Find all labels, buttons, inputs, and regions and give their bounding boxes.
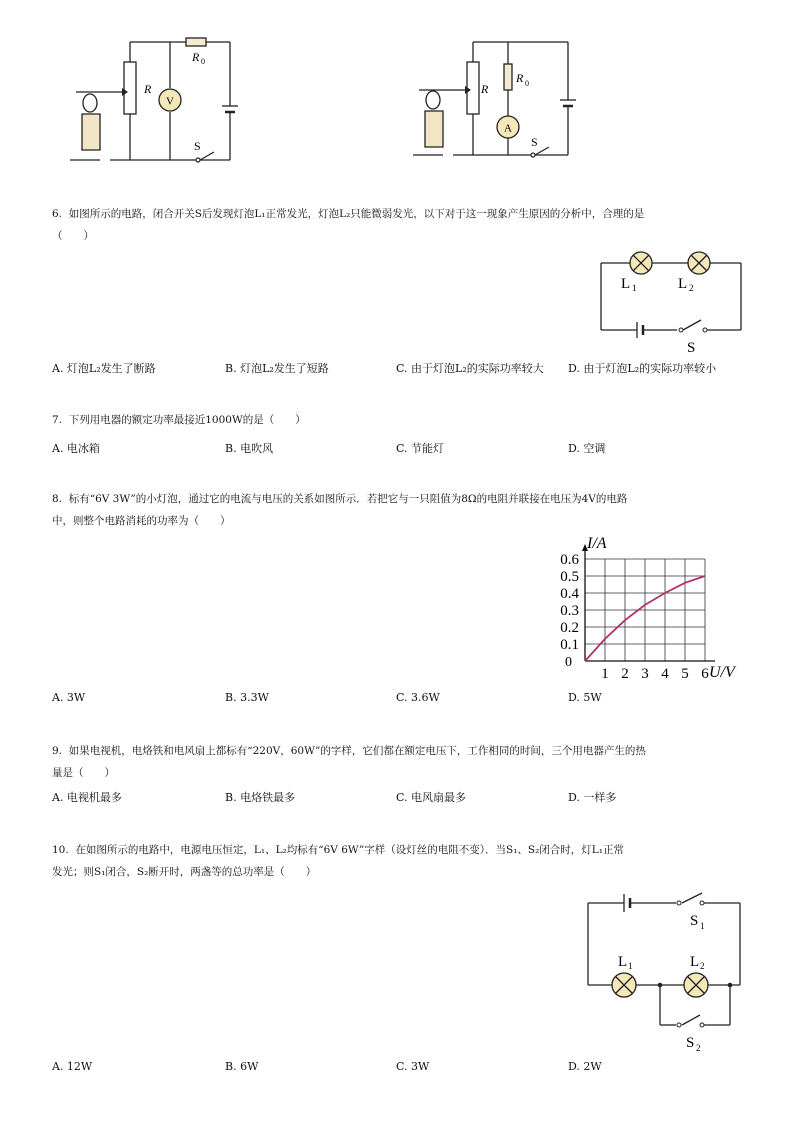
question-9-stem: [52, 740, 742, 784]
q8-option-d[interactable]: D. 5W: [568, 691, 602, 704]
r0-label: R: [192, 50, 200, 64]
x-tick-label: 1: [601, 666, 609, 682]
iv-chart: [545, 530, 745, 685]
q6-option-d[interactable]: D. 由于灯泡L₂的实际功率较小: [568, 362, 717, 375]
q6-option-a[interactable]: A. 灯泡L₂发生了断路: [52, 362, 156, 375]
r0-sub: 0: [525, 79, 529, 88]
question-10-circuit-figure: [580, 885, 750, 1055]
switch-s2-label: S: [686, 1035, 695, 1051]
q8-option-c[interactable]: C. 3.6W: [396, 691, 440, 704]
question-number: 10.: [52, 844, 69, 856]
q10-option-c[interactable]: C. 3W: [396, 1060, 430, 1073]
lamp-l2-label: L: [690, 954, 700, 970]
question-6-stem: [52, 203, 742, 247]
lamp-l2-sub: 2: [689, 283, 694, 293]
ammeter-label: A: [504, 122, 512, 135]
x-tick-label: 2: [621, 666, 629, 682]
stem-line: 标有“6V 3W”的小灯泡，通过它的电流与电压的关系如图所示．若把它与一只阻值为8Ω的电阻并联接在电压为4V的电路: [68, 493, 628, 505]
voltmeter-label: V: [166, 95, 174, 108]
r0-label: R: [516, 71, 524, 85]
lamp-l1-sub: 1: [632, 283, 637, 293]
q10-option-a[interactable]: A. 12W: [52, 1060, 93, 1073]
y-tick-label: 0.5: [560, 569, 579, 585]
q7-option-b[interactable]: B. 电吹风: [225, 442, 274, 455]
y-axis-label: I/A: [587, 535, 607, 552]
q7-option-d[interactable]: D. 空调: [568, 442, 606, 455]
y-tick-label: 0.1: [560, 637, 579, 653]
question-6-circuit-figure: [595, 248, 747, 358]
x-tick-label: 6: [701, 666, 709, 682]
q6-option-c[interactable]: C. 由于灯泡L₂的实际功率较大: [396, 362, 544, 375]
stem-line: 发光；则S₁闭合，S₂断开时，两盏等的总功率是（ ）: [52, 866, 317, 878]
question-number: 7.: [52, 414, 63, 426]
lamp-l1-label: L: [618, 954, 628, 970]
x-tick-label: 5: [681, 666, 689, 682]
switch-s1-sub: 1: [700, 921, 705, 931]
q10-option-d[interactable]: D. 2W: [568, 1060, 602, 1073]
origin-label: 0: [565, 655, 572, 670]
q9-option-d[interactable]: D. 一样多: [568, 791, 617, 804]
q9-option-c[interactable]: C. 电风扇最多: [396, 791, 467, 804]
question-number: 8.: [52, 493, 63, 505]
stem-line: 中，则整个电路消耗的功率为（ ）: [52, 515, 231, 527]
question-7-stem: [52, 409, 742, 431]
y-tick-label: 0.4: [560, 586, 579, 602]
stem-line: 下列用电器的额定功率最接近1000W的是（ ）: [68, 414, 306, 426]
rheostat-label: R: [144, 82, 152, 96]
lamp-l1-label: L: [621, 276, 631, 292]
y-tick-label: 0.6: [560, 552, 579, 568]
q8-option-b[interactable]: B. 3.3W: [225, 691, 269, 704]
switch-label: S: [194, 139, 201, 153]
q7-option-a[interactable]: A. 电冰箱: [52, 442, 100, 455]
question-number: 6.: [52, 208, 63, 220]
x-tick-label: 4: [661, 666, 669, 682]
switch-s1-label: S: [690, 913, 699, 929]
q9-option-b[interactable]: B. 电烙铁最多: [225, 791, 296, 804]
stem-line: 如图所示的电路，闭合开关S后发现灯泡L₁正常发光，灯泡L₂只能微弱发光，以下对于这一现象产生原因的分析中，合理的是: [68, 208, 645, 220]
q10-option-b[interactable]: B. 6W: [225, 1060, 259, 1073]
question-number: 9.: [52, 745, 63, 757]
switch-s2-sub: 2: [696, 1043, 701, 1053]
lamp-l2-label: L: [678, 276, 688, 292]
x-axis-label: U/V: [709, 664, 735, 681]
rheostat-label: R: [481, 82, 489, 96]
stem-line: 如果电视机，电烙铁和电风扇上都标有“220V，60W”的字样，它们都在额定电压下，工作相同的时间，三个用电器产生的热: [68, 745, 646, 757]
question-10-stem: [52, 839, 742, 883]
stem-line: 量是（ ）: [52, 767, 115, 779]
x-tick-label: 3: [641, 666, 649, 682]
stem-line: 在如图所示的电路中，电源电压恒定，L₁、L₂均标有“6V 6W”字样（设灯丝的电阻不变）．当S₁、S₂闭合时，灯L₁正常: [75, 844, 624, 856]
r0-sub: 0: [201, 57, 205, 66]
q9-option-a[interactable]: A. 电视机最多: [52, 791, 122, 804]
lamp-l1-sub: 1: [628, 961, 633, 971]
switch-label: S: [531, 135, 538, 149]
q6-option-b[interactable]: B. 灯泡L₂发生了短路: [225, 362, 329, 375]
switch-label: S: [687, 340, 696, 356]
top-left-circuit-figure: [60, 30, 260, 180]
stem-line: （ ）: [52, 230, 94, 242]
q8-option-a[interactable]: A. 3W: [52, 691, 86, 704]
y-tick-label: 0.2: [560, 620, 579, 636]
lamp-l2-sub: 2: [700, 961, 705, 971]
top-right-circuit-figure: [405, 30, 605, 180]
question-8-stem: [52, 488, 742, 532]
y-tick-label: 0.3: [560, 603, 579, 619]
q7-option-c[interactable]: C. 节能灯: [396, 442, 445, 455]
